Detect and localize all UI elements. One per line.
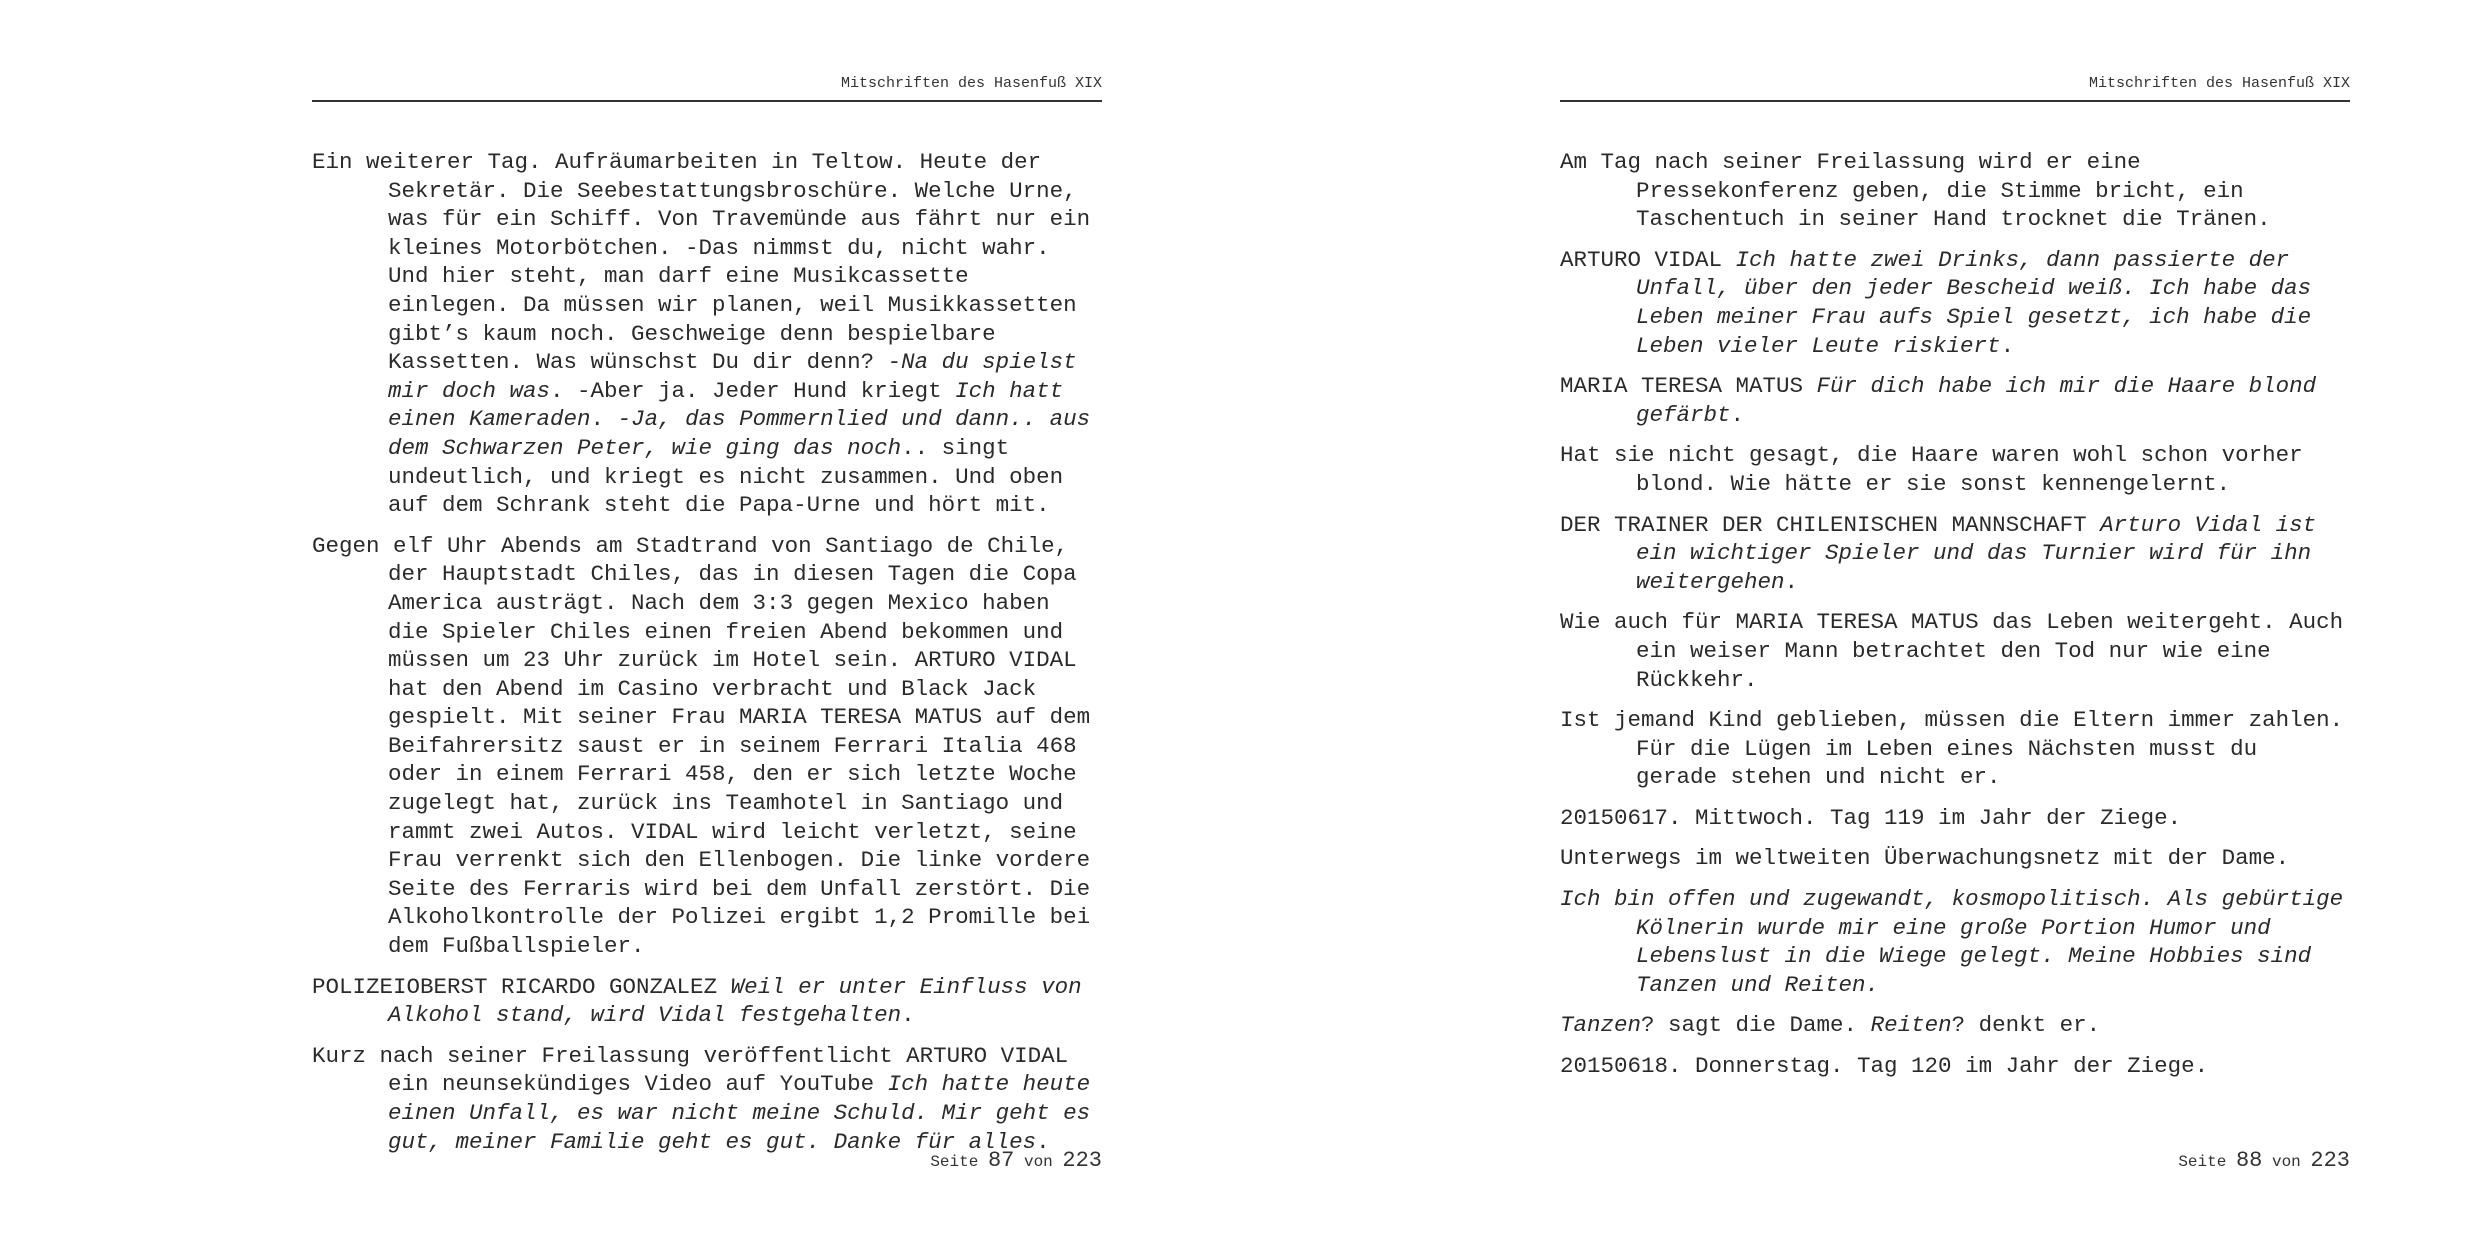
text-run: .. singt undeutlich, und kriegt es nicht zusammen. Und oben auf dem Schrank steht die Papa-Urne und hört mit. (388, 434, 1064, 519)
text-run: ARTURO VIDAL (1560, 246, 1736, 273)
right-page (1560, 0, 2350, 1240)
paragraph (1560, 148, 2350, 234)
paragraph (1560, 441, 2350, 498)
paragraph (1560, 608, 2350, 694)
italic-text: Arturo Vidal ist ein wichtiger Spieler und das Turnier wird für ihn weitergehen (1636, 511, 2317, 595)
text-run: . (1730, 401, 1745, 428)
footer-label: Seite (2178, 1153, 2227, 1171)
text-run: Kurz nach seiner Freilassung veröffentlicht ARTURO VIDAL ein neunsekündiges Video auf YouTube (312, 1042, 1069, 1098)
paragraph (1560, 844, 2350, 873)
footer-separator: von (1023, 1153, 1053, 1171)
italic-text: Reiten (1870, 1012, 1952, 1039)
text-run: . (590, 406, 618, 433)
running-header: Mitschriften des Hasenfuß XIX (312, 74, 1102, 102)
paragraph (312, 532, 1102, 961)
italic-text: Für dich habe ich mir die Haare blond gefärbt (1636, 373, 2317, 428)
text-run: MARIA TERESA MATUS (1560, 373, 1817, 400)
page-body (1560, 148, 2350, 1093)
paragraph (1560, 372, 2350, 429)
text-run: Gegen elf Uhr Abends am Stadtrand von Santiago de Chile, der Hauptstadt Chiles, das in diesen Tagen die Copa America austrägt. Nach dem 3:3 gegen Mexico haben die Spieler Chiles einen freien Abend bekommen und müssen um 23 Uhr zurück im Hotel sein. ARTURO VIDAL hat den Abend im Casino verbracht und Black Jack gespielt. Mit seiner Frau MARIA TERESA MATUS auf dem Beifahrersitz saust er in seinem Ferrari Italia 468 oder in einem Ferrari 458, den er sich letzte Woche zugelegt hat, zurück ins Teamhotel in Santiago und rammt zwei Autos. VIDAL wird leicht verletzt, seine Frau verrenkt sich den Ellenbogen. Die linke vordere Seite des Ferraris wird bei dem Unfall zerstört. Die Alkoholkontrolle der Polizei ergibt 1,2 Promille bei dem Fußballspieler. (312, 532, 1091, 960)
text-run: . (1036, 1128, 1050, 1155)
page-footer (1560, 1148, 2350, 1175)
text-run: 20150617. Mittwoch. Tag 119 im Jahr der Ziege. (1560, 804, 2182, 831)
left-page (312, 0, 1102, 1240)
text-run: Am Tag nach seiner Freilassung wird er eine Pressekonferenz geben, die Stimme bricht, ein Taschentuch in seiner Hand trocknet die Tränen. (1560, 149, 2271, 233)
text-run: ? sagt die Dame. (1641, 1012, 1871, 1039)
text-run: . (2000, 332, 2015, 359)
footer-separator: von (2271, 1153, 2301, 1171)
text-run: ? denkt er. (1951, 1012, 2101, 1039)
text-run: Unterwegs im weltweiten Überwachungsnetz mit der Dame. (1560, 845, 2290, 872)
italic-text: Ich bin offen und zugewandt, kosmopolitisch. Als gebürtige Kölnerin wurde mir eine große Portion Humor und Lebenslust in die Wiege gelegt. Meine Hobbies sind Tanzen und Reiten. (1560, 886, 2344, 998)
paragraph (1560, 246, 2350, 360)
total-pages: 223 (1062, 1148, 1102, 1173)
text-run: Ein weiterer Tag. Aufräumarbeiten in Teltow. Heute der Sekretär. Die Seebestattungsbroschüre. Welche Urne, was für ein Schiff. Von Travemünde aus fährt nur ein kleines Motorbötchen. -Das nimmst du, nicht wahr. Und hier steht, man darf eine Musikcassette einlegen. Da müssen wir planen, weil Musikkassetten gibt’s kaum noch. Geschweige denn bespielbare Kassetten. Was wünschst Du dir denn? (312, 149, 1091, 376)
paragraph (1560, 885, 2350, 999)
paragraph (1560, 1011, 2350, 1040)
paragraph (312, 148, 1102, 520)
paragraph (1560, 1052, 2350, 1081)
paragraph (312, 973, 1102, 1030)
text-run: Hat sie nicht gesagt, die Haare waren wohl schon vorher blond. Wie hätte er sie sonst kennengelernt. (1560, 442, 2303, 497)
page-number: 87 (987, 1148, 1015, 1173)
page-number: 88 (2235, 1148, 2263, 1173)
paragraph (1560, 511, 2350, 597)
footer-label: Seite (930, 1153, 979, 1171)
page-body (312, 148, 1102, 1168)
italic-text: -Ja, das Pommernlied und dann.. aus dem Schwarzen Peter, wie ging das noch (388, 406, 1091, 461)
total-pages: 223 (2310, 1148, 2350, 1173)
text-run: DER TRAINER DER CHILENISCHEN MANNSCHAFT (1560, 511, 2101, 538)
italic-text: Ich hatt einen Kameraden (388, 377, 1064, 433)
text-run: . (901, 1002, 915, 1029)
italic-text: -Na du spielst mir doch was (388, 349, 1077, 404)
italic-text: Tanzen (1560, 1012, 1642, 1039)
text-run: Wie auch für MARIA TERESA MATUS das Leben weitergeht. Auch ein weiser Mann betrachtet den Tod nur wie eine Rückkehr. (1560, 609, 2344, 693)
text-run: . (1784, 568, 1799, 595)
text-run: 20150618. Donnerstag. Tag 120 im Jahr der Ziege. (1560, 1053, 2209, 1080)
page-footer (312, 1148, 1102, 1175)
italic-text: Ich hatte zwei Drinks, dann passierte der Unfall, über den jeder Bescheid weiß. Ich habe das Leben meiner Frau aufs Spiel gesetzt, ich habe die Leben vieler Leute riskiert (1636, 246, 2312, 359)
paragraph (1560, 706, 2350, 792)
paragraph (312, 1042, 1102, 1156)
running-header: Mitschriften des Hasenfuß XIX (1560, 74, 2350, 102)
paragraph (1560, 804, 2350, 833)
italic-text: Ich hatte heute einen Unfall, es war nicht meine Schuld. Mir geht es gut, meiner Familie geht es gut. Danke für alles (388, 1071, 1091, 1155)
text-run: POLIZEIOBERST RICARDO GONZALEZ (312, 973, 731, 1000)
text-run: Ist jemand Kind geblieben, müssen die Eltern immer zahlen. Für die Lügen im Leben eines Nächsten musst du gerade stehen und nicht er. (1560, 707, 2344, 791)
text-run: . -Aber ja. Jeder Hund kriegt (550, 377, 956, 404)
italic-text: Weil er unter Einfluss von Alkohol stand, wird Vidal festgehalten (388, 973, 1082, 1029)
